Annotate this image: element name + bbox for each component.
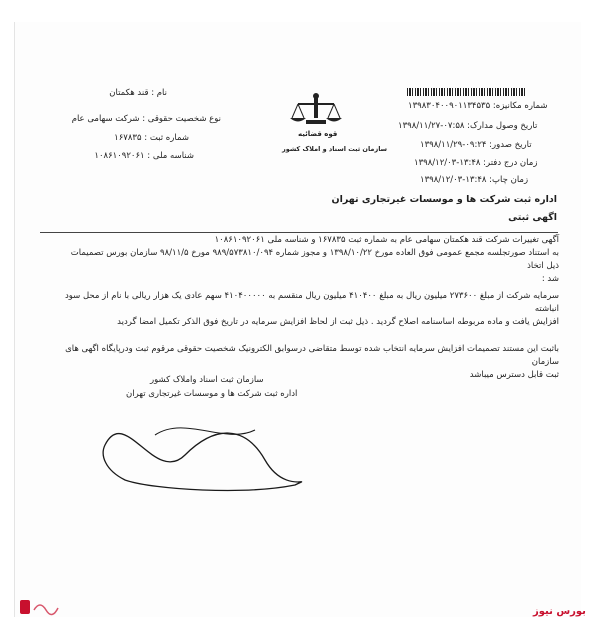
signature-org: سازمان ثبت اسناد واملاک کشور — [150, 375, 264, 385]
body-line: سرمایه شرکت از مبلغ ۲۷۳۶۰۰ میلیون ریال به مبلغ ۴۱۰۴۰۰ میلیون ریال منقسم به ۴۱۰۴۰۰۰۰۰ سهم عادی یک هزار ریالی با نام از محل سود انباشته — [64, 291, 559, 314]
registration-number: شماره ثبت : ۱۶۷۸۳۵ — [114, 133, 189, 143]
body-line: به استناد صورتجلسه مجمع عمومی فوق العاده مورخ ۱۳۹۸/۱۰/۲۲ و مجوز شماره ۹۸۹/۵۷۳۸۱۰/۰۹۴ مورخ ۹۸/۱۱/۵ سازمان بورس تصمیمات ذیل اتخاذ — [70, 248, 559, 271]
receipt-date: تاریخ وصول مدارک: ۰۷:۵۸-۱۳۹۸/۱۱/۲۷ — [398, 121, 538, 131]
body-line: شد : — [541, 274, 559, 284]
handwritten-signature — [95, 385, 325, 495]
body-line: ثبت قابل دسترس میباشد — [469, 370, 559, 380]
watermark-brand: بورس نیوز — [533, 606, 586, 617]
signature-office: اداره ثبت شرکت ها و موسسات غیرتجاری تهران — [126, 389, 298, 399]
issue-date: تاریخ صدور: ۰۹:۲۴-۱۳۹۸/۱۱/۲۹ — [420, 140, 532, 150]
notice-body — [59, 234, 559, 382]
notice-type: اگهی ثبتی — [508, 212, 557, 223]
barcode — [407, 88, 527, 96]
legal-type: نوع شخصیت حقوقی : شرکت سهامی عام — [71, 114, 221, 124]
body-line: آگهی تغییرات شرکت قند هکمتان سهامی عام به شماره ثبت ۱۶۷۸۳۵ و شناسه ملی ۱۰۸۶۱۰۹۲۰۶۱ — [214, 235, 559, 245]
separator-line — [40, 232, 558, 233]
emblem-caption: سازمان ثبت اسناد و املاک کشور — [282, 145, 388, 153]
office-title: اداره ثبت شرکت ها و موسسات غیرتجاری تهران — [331, 194, 557, 205]
body-line: باثبت این مستند تصمیمات افزایش سرمایه انتخاب شده توسط متقاضی درسوابق الکترونیک شخصیت حقوقی مرقوم ثبت ودرپایگاه اگهی های سازمان — [65, 344, 559, 367]
body-line: افزایش یافت و ماده مربوطه اساسنامه اصلاح گردید . ذیل ثبت از لحاظ افزایش سرمایه در تاریخ فوق الذکر تکمیل امضا گردید — [117, 317, 559, 327]
tracking-number: شماره مکانیزه: ۱۳۹۸۳۰۴۰۰۹۰۱۱۳۴۵۳۵ — [408, 101, 548, 111]
bourse-news-logo-icon — [20, 598, 62, 616]
print-time: زمان چاپ: ۱۳:۴۸-۱۳۹۸/۱۲/۰۳ — [420, 175, 529, 185]
company-name: نام : قند هکمتان — [109, 88, 167, 98]
national-id: شناسه ملی : ۱۰۸۶۱۰۹۲۰۶۱ — [94, 151, 194, 161]
registry-time: زمان درج دفتر: ۱۳:۴۸-۱۳۹۸/۱۲/۰۳ — [414, 158, 538, 168]
emblem-logo-text: قوه قضائیه — [298, 130, 338, 138]
